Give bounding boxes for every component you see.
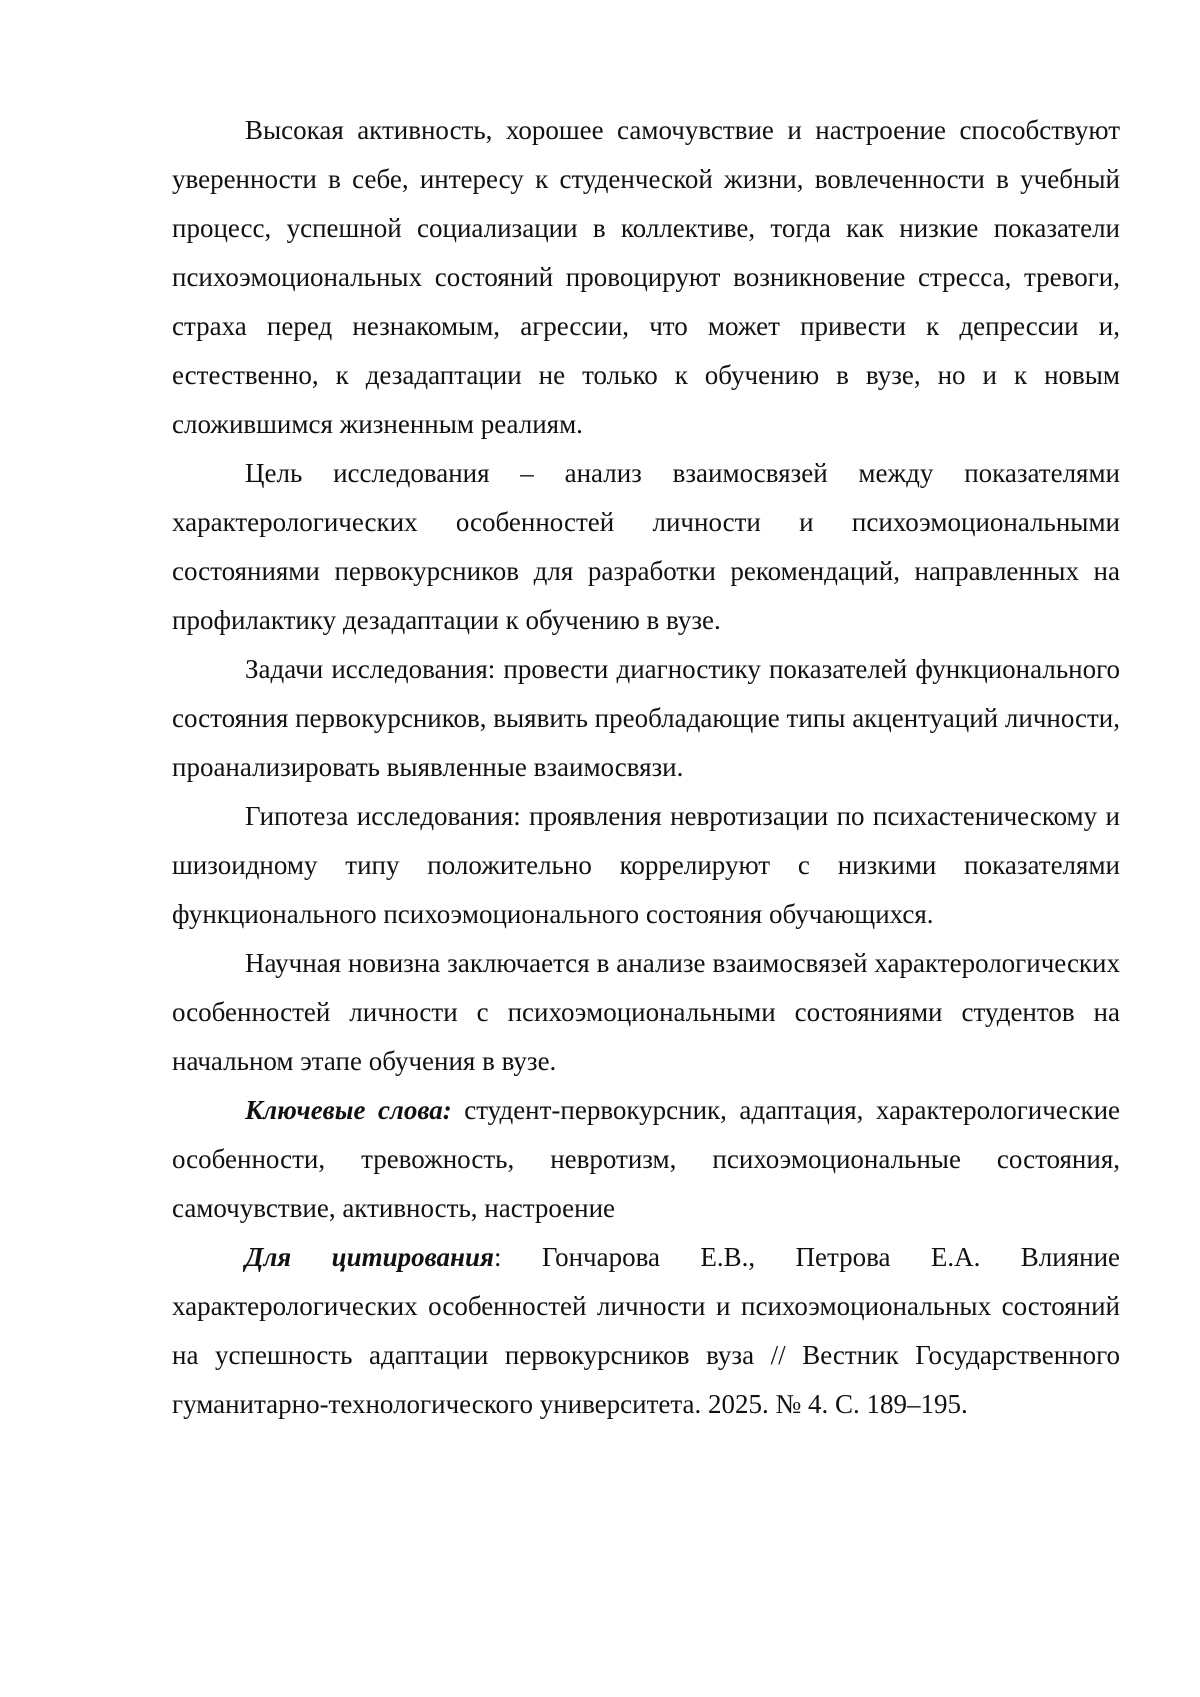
- paragraph-intro: Высокая активность, хорошее самочувствие и настроение способствуют уверенности в себе, интересу к студенческой жизни, вовлеченности в учебный процесс, успешной социализации в коллективе, тогда как низкие показатели психоэмоциональных состояний провоцируют возникновение стресса, тревоги, страха перед незнакомым, агрессии, что может привести к депрессии и, естественно, к дезадаптации не только к обучению в вузе, но и к новым сложившимся жизненным реалиям.: [172, 115, 1120, 439]
- paragraph-keywords: [172, 1086, 1120, 1233]
- document-page: [172, 106, 1120, 1429]
- paragraph-tasks: Задачи исследования: провести диагностику показателей функционального состояния первокурсников, выявить преобладающие типы акцентуаций личности, проанализировать выявленные взаимосвязи.: [172, 654, 1120, 782]
- paragraph-goal: Цель исследования – анализ взаимосвязей между показателями характерологических особенностей личности и психоэмоциональными состояниями первокурсников для разработки рекомендаций, направленных на профилактику дезадаптации к обучению в вузе.: [172, 458, 1120, 635]
- paragraph-novelty: Научная новизна заключается в анализе взаимосвязей характерологических особенностей личности с психоэмоциональными состояниями студентов на начальном этапе обучения в вузе.: [172, 948, 1120, 1076]
- citation-text: : Гончарова Е.В., Петрова Е.А. Влияние характерологических особенностей личности и психоэмоциональных состояний на успешность адаптации первокурсников вуза // Вестник Государственного гуманитарно-технологического университета. 2025. № 4. С. 189–195.: [172, 1242, 1120, 1419]
- paragraph-citation: [172, 1233, 1120, 1429]
- keywords-text: студент-первокурсник, адаптация, характерологические особенности, тревожность, невротизм, психоэмоциональные состояния, самочувствие, активность, настроение: [172, 1095, 1121, 1223]
- keywords-label: Ключевые слова:: [245, 1095, 452, 1125]
- citation-label: Для цитирования: [245, 1242, 494, 1272]
- paragraph-hypothesis: Гипотеза исследования: проявления невротизации по психастеническому и шизоидному типу положительно коррелируют с низкими показателями функционального психоэмоционального состояния обучающихся.: [172, 801, 1120, 929]
